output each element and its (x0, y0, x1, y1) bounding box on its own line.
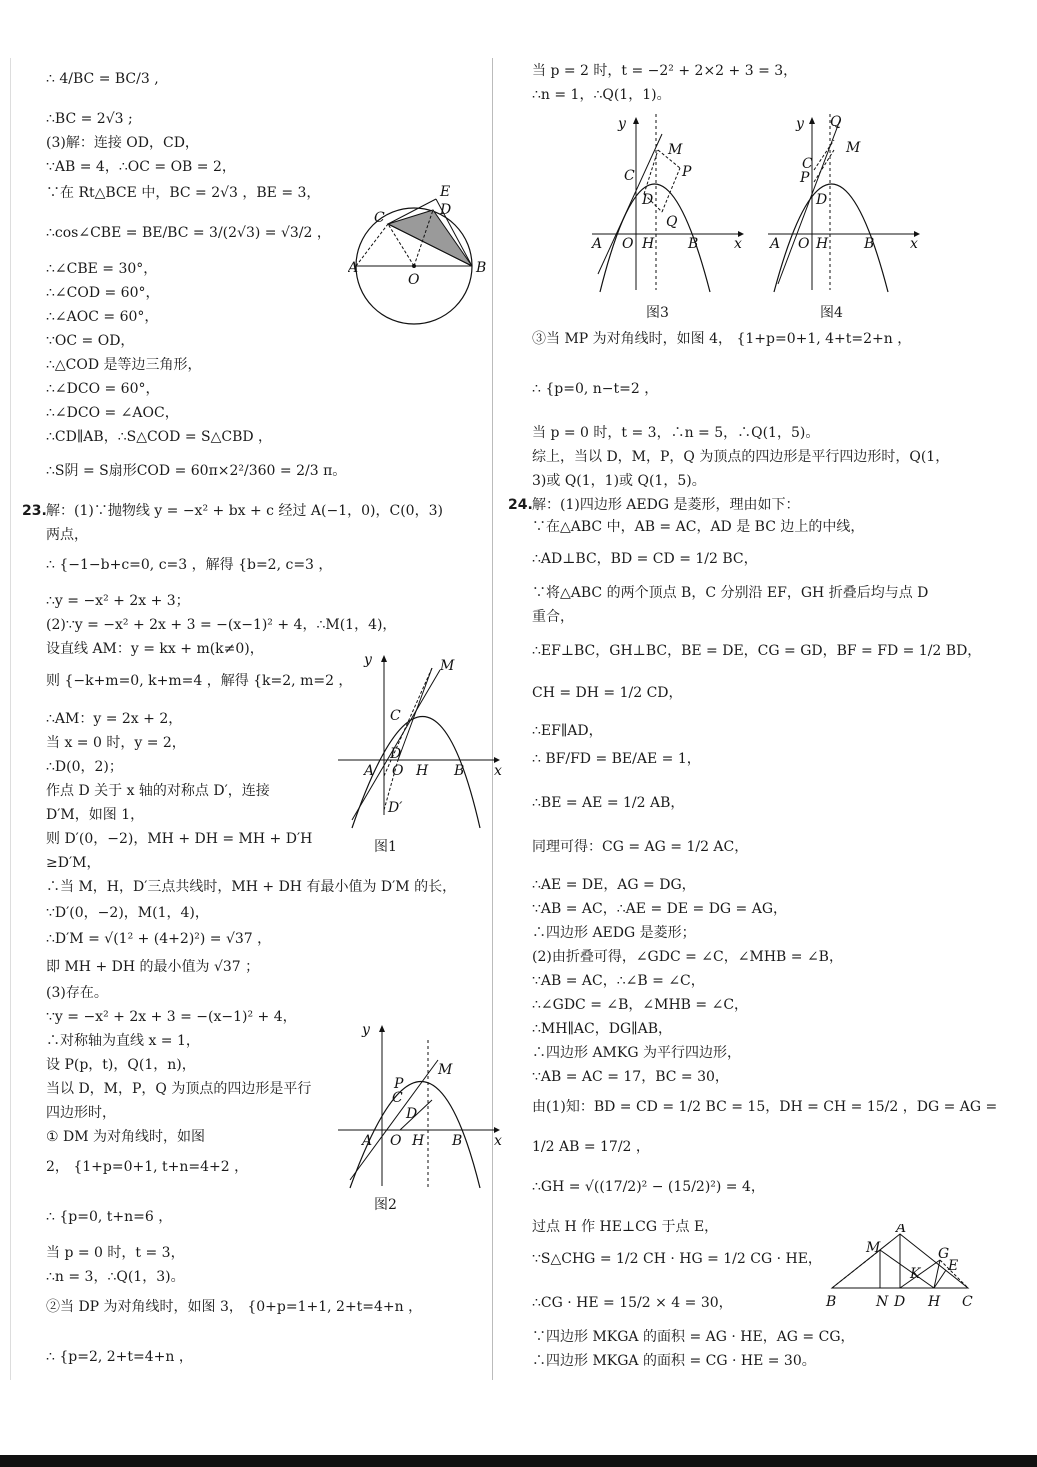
text-line: (3)解：连接 OD，CD， (46, 135, 199, 151)
text-line: 当 p = 0 时，t = 3，∴n = 5，∴Q(1，5)。 (532, 425, 820, 441)
text-line: 则 D′(0，−2)，MH + DH = MH + D′H (46, 831, 313, 847)
svg-text:M: M (668, 142, 683, 158)
text-line: 则 {−k+m=0, k+m=4 ，解得 {k=2, m=2 ， (46, 673, 353, 689)
text-line: ∴∠AOC = 60°， (46, 309, 159, 325)
svg-text:x: x (494, 1133, 502, 1149)
figure-3-caption: 图3 (646, 305, 669, 321)
svg-text:H: H (928, 1294, 941, 1310)
svg-text:C: C (962, 1294, 973, 1310)
figure-3-graph (588, 114, 748, 298)
svg-text:K: K (910, 1266, 921, 1282)
svg-text:P: P (394, 1076, 404, 1092)
text-line: 同理可得：CG = AG = 1/2 AC， (532, 839, 749, 855)
text-line: 当以 D，M，P，Q 为顶点的四边形是平行 (46, 1081, 312, 1097)
svg-text:C: C (374, 210, 385, 226)
text-line: ∴EF∥AD， (532, 723, 603, 739)
text-line: ∴S阴 = S扇形COD = 60π×2²/360 = 2/3 π。 (46, 463, 347, 479)
text-line: ∴∠CBE = 30°， (46, 261, 158, 277)
text-line: ∴BE = AE = 1/2 AB， (532, 795, 685, 811)
svg-text:H: H (816, 236, 829, 252)
text-line: ∵四边形 MKGA 的面积 = AG · HE，AG = CG， (532, 1329, 855, 1345)
text-line: ∴当 M，H，D′三点共线时，MH + DH 有最小值为 D′M 的长， (46, 879, 457, 895)
svg-text:M: M (846, 140, 861, 156)
text-line: 设 P(p，t)，Q(1，n)， (46, 1057, 196, 1073)
figure-1-caption: 图1 (374, 839, 397, 855)
text-line: ∴AD⊥BC，BD = CD = 1/2 BC， (532, 551, 758, 567)
text-line: ∴cos∠CBE = BE/BC = 3/(2√3) = √3/2 ， (46, 225, 331, 241)
text-line: ∴△COD 是等边三角形， (46, 357, 202, 373)
svg-text:D: D (390, 746, 402, 762)
text-line: ∵y = −x² + 2x + 3 = −(x−1)² + 4， (46, 1009, 297, 1025)
svg-text:y: y (362, 1022, 370, 1038)
svg-text:B: B (688, 236, 699, 252)
svg-text:C: C (624, 168, 635, 184)
text-line: ∴∠DCO = 60°， (46, 381, 160, 397)
svg-text:E: E (948, 1258, 959, 1274)
text-line: (3)存在。 (46, 985, 108, 1001)
text-line: ∴n = 3，∴Q(1，3)。 (46, 1269, 185, 1285)
figure-1-graph (334, 650, 502, 834)
text-line: 重合， (532, 609, 574, 625)
text-line: ∴EF⊥BC，GH⊥BC，BE = DE，CG = GD，BF = FD = 1/2 BD， (532, 643, 982, 659)
text-line: ① DM 为对角线时，如图 (46, 1129, 206, 1145)
svg-text:P: P (800, 170, 810, 186)
text-line: ∴ {p=0, n−t=2 ， (532, 381, 659, 397)
text-line: ∴GH = √((17/2)² − (15/2)²) = 4， (532, 1179, 765, 1195)
svg-text:D: D (642, 192, 654, 208)
svg-text:O: O (798, 236, 810, 252)
text-line: ∵S△CHG = 1/2 CH · HG = 1/2 CG · HE， (532, 1251, 822, 1267)
text-line: 解：(1)∵抛物线 y = −x² + bx + c 经过 A(−1，0)，C(0，3) (46, 503, 443, 519)
svg-text:A: A (896, 1224, 907, 1236)
svg-text:B: B (864, 236, 875, 252)
text-line: ∴D(0，2)； (46, 759, 123, 775)
text-line: 2， {1+p=0+1, t+n=4+2 ， (46, 1159, 249, 1175)
text-line: ∴ 4/BC = BC/3 , (46, 71, 159, 87)
svg-text:H: H (412, 1133, 425, 1149)
text-line: 四边形时， (46, 1105, 116, 1121)
svg-text:H: H (642, 236, 655, 252)
svg-text:y: y (618, 116, 626, 132)
q23-number: 23. (22, 503, 47, 519)
text-line: ∴对称轴为直线 x = 1， (46, 1033, 200, 1049)
text-line: ∴D′M = √(1² + (4+2)²) = √37 ， (46, 931, 272, 947)
text-line: (2)由折叠可得，∠GDC = ∠C，∠MHB = ∠B， (532, 949, 843, 965)
text-line: ∴MH∥AC，DG∥AB， (532, 1021, 673, 1037)
text-line: 作点 D 关于 x 轴的对称点 D′，连接 (46, 783, 270, 799)
svg-text:A: A (364, 763, 375, 779)
q24-number: 24. (508, 497, 533, 513)
svg-text:E: E (440, 184, 451, 200)
text-line: ∴y = −x² + 2x + 3； (46, 593, 190, 609)
text-line: ≥D′M， (46, 855, 101, 871)
triangle-figure (824, 1224, 974, 1318)
text-line: ∴∠DCO = ∠AOC， (46, 405, 179, 421)
text-line: ∴CG · HE = 15/2 × 4 = 30， (532, 1295, 733, 1311)
text-line: ∴AE = DE，AG = DG， (532, 877, 696, 893)
text-line: ∴∠COD = 60°， (46, 285, 160, 301)
text-line: 设直线 AM：y = kx + m(k≠0)， (46, 641, 264, 657)
text-line: 综上，当以 D，M，P，Q 为顶点的四边形是平行四边形时，Q(1， (532, 449, 950, 465)
left-margin-rule (10, 58, 11, 1380)
text-line: ∵AB = AC = 17，BC = 30， (532, 1069, 729, 1085)
text-line: 过点 H 作 HE⊥CG 于点 E， (532, 1219, 719, 1235)
svg-text:O: O (390, 1133, 402, 1149)
figure-4-graph (764, 114, 924, 298)
svg-text:D: D (816, 192, 828, 208)
svg-text:M: M (440, 658, 455, 674)
svg-text:C: C (392, 1090, 403, 1106)
svg-text:A: A (770, 236, 781, 252)
text-line: ∵AB = AC，∴∠B = ∠C， (532, 973, 705, 989)
text-line: ②当 DP 为对角线时，如图 3， {0+p=1+1, 2+t=4+n ， (46, 1299, 423, 1315)
text-line: 由(1)知：BD = CD = 1/2 BC = 15，DH = CH = 15/2 ，DG = AG = (532, 1099, 998, 1115)
svg-text:Q: Q (666, 214, 678, 230)
svg-text:B: B (452, 1133, 463, 1149)
text-line: 两点， (46, 527, 88, 543)
svg-text:B: B (454, 763, 465, 779)
text-line: ∴AM：y = 2x + 2， (46, 711, 183, 727)
text-line: ∵在 Rt△BCE 中，BC = 2√3 ，BE = 3， (46, 185, 321, 201)
text-line: CH = DH = 1/2 CD， (532, 685, 683, 701)
text-line: ∴BC = 2√3 ; (46, 111, 133, 127)
text-line: ∴四边形 AEDG 是菱形； (532, 925, 696, 941)
text-line: ∴ {p=2, 2+t=4+n ， (46, 1349, 193, 1365)
page-footer-bar (0, 1455, 1037, 1467)
svg-text:O: O (408, 272, 420, 288)
svg-text:C: C (390, 708, 401, 724)
svg-text:y: y (364, 652, 372, 668)
svg-text:O: O (392, 763, 404, 779)
svg-text:G: G (938, 1246, 950, 1262)
svg-text:D: D (406, 1106, 418, 1122)
text-line: ∴CD∥AB，∴S△COD = S△CBD ， (46, 429, 273, 445)
text-line: 1/2 AB = 17/2 ， (532, 1139, 650, 1155)
text-line: ∴四边形 AMKG 为平行四边形， (532, 1045, 741, 1061)
circle-figure (348, 180, 488, 334)
text-line: 当 x = 0 时，y = 2， (46, 735, 186, 751)
svg-text:P: P (682, 164, 692, 180)
svg-text:H: H (416, 763, 429, 779)
svg-text:N: N (876, 1294, 889, 1310)
text-line: ∵将△ABC 的两个顶点 B，C 分别沿 EF，GH 折叠后均与点 D (532, 585, 929, 601)
text-line: (2)∵y = −x² + 2x + 3 = −(x−1)² + 4，∴M(1，4)， (46, 617, 397, 633)
text-line: ∵AB = 4，∴OC = OB = 2， (46, 159, 236, 175)
text-line: ∴ BF/FD = BE/AE = 1， (532, 751, 701, 767)
figure-4-caption: 图4 (820, 305, 843, 321)
svg-text:B: B (476, 260, 487, 276)
svg-text:M: M (866, 1240, 881, 1256)
text-line: 即 MH + DH 的最小值为 √37 ； (46, 959, 260, 975)
text-line: ∴ {p=0, t+n=6 ， (46, 1209, 173, 1225)
svg-text:x: x (494, 763, 502, 779)
text-line: ∴四边形 MKGA 的面积 = CG · HE = 30。 (532, 1353, 816, 1369)
svg-text:A: A (592, 236, 603, 252)
svg-text:x: x (734, 236, 742, 252)
svg-text:O: O (622, 236, 634, 252)
text-line: ∵AB = AC，∴AE = DE = DG = AG， (532, 901, 788, 917)
text-line: ∵OC = OD， (46, 333, 135, 349)
text-line: D′M，如图 1， (46, 807, 145, 823)
svg-text:A: A (362, 1133, 373, 1149)
text-line: ∵在△ABC 中，AB = AC，AD 是 BC 边上的中线， (532, 519, 865, 535)
svg-text:C: C (802, 156, 813, 172)
text-line: 3)或 Q(1，1)或 Q(1，5)。 (532, 473, 706, 489)
svg-text:D: D (894, 1294, 906, 1310)
text-line: ∴n = 1，∴Q(1，1)。 (532, 87, 671, 103)
text-line: 当 p = 2 时，t = −2² + 2×2 + 3 = 3， (532, 63, 798, 79)
svg-text:y: y (796, 116, 804, 132)
figure-2-caption: 图2 (374, 1197, 397, 1213)
text-line: 当 p = 0 时，t = 3， (46, 1245, 185, 1261)
text-line: ③当 MP 为对角线时，如图 4， {1+p=0+1, 4+t=2+n ， (532, 331, 912, 347)
circle-label-a: A (348, 260, 359, 276)
svg-text:M: M (438, 1062, 453, 1078)
text-line: ∴ {−1−b+c=0, c=3 ，解得 {b=2, c=3 ， (46, 557, 333, 573)
text-line: ∵D′(0，−2)，M(1，4)， (46, 905, 209, 921)
svg-text:Q: Q (830, 114, 842, 130)
svg-text:B: B (826, 1294, 837, 1310)
text-line: 解：(1)四边形 AEDG 是菱形，理由如下： (532, 497, 800, 513)
svg-text:x: x (910, 236, 918, 252)
text-line: ∴∠GDC = ∠B，∠MHB = ∠C， (532, 997, 749, 1013)
figure-2-graph (334, 1020, 502, 1194)
svg-text:D′: D′ (388, 800, 403, 816)
svg-text:D: D (440, 202, 452, 218)
